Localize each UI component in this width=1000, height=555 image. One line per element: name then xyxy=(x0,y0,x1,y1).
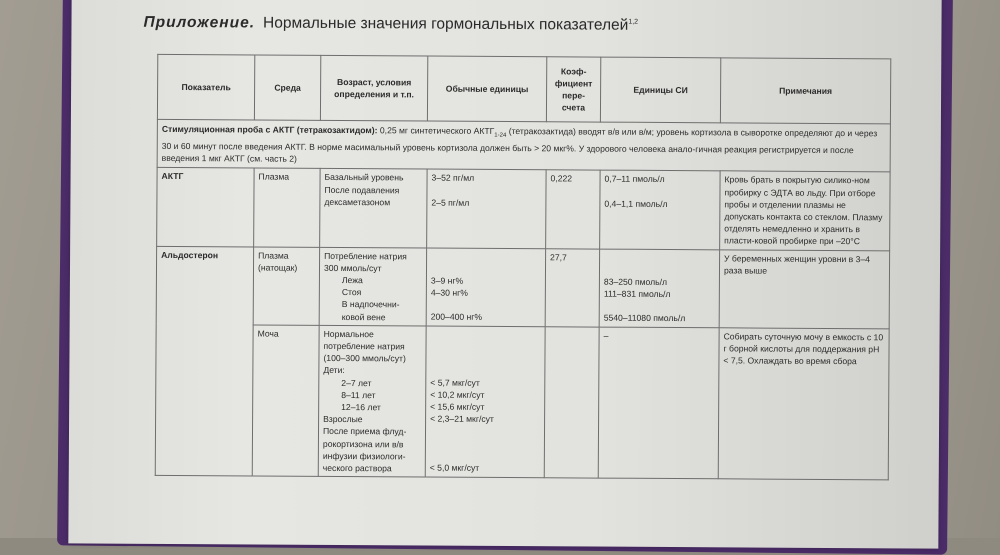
urine-after-fludro: После приема флуд-рокортизона или в/в инфузии физиологи-ческого раствора xyxy=(322,426,407,474)
urine-age-12-16: 12–16 лет xyxy=(341,401,381,413)
hormone-table xyxy=(155,54,892,481)
col-header-common-units: Обычные единицы xyxy=(427,56,546,122)
aldo-val-vein: 200–400 нг% xyxy=(430,311,483,322)
col-header-conditions: Возраст, условия определения и т.п. xyxy=(320,55,427,121)
urine-age-2-7: 2–7 лет xyxy=(341,377,372,388)
stim-test-bold: Стимуляционная проба с АКТГ (тетракозактидом): xyxy=(161,123,378,136)
cell-acth-factor: 0,222 xyxy=(546,170,600,249)
stim-test-sub: 1-24 xyxy=(494,132,507,139)
book-page xyxy=(68,0,941,549)
cell-acth-name: АКТГ xyxy=(157,168,254,247)
cell-aldo-medium: Плазма (натощак) xyxy=(253,247,319,326)
acth-cond-dexa: После подавления дексаметазоном xyxy=(324,184,400,208)
cell-acth-medium: Плазма xyxy=(254,168,320,247)
cell-acth-note: Кровь брать в покрытую силико-ном пробирку с ЭДТА во льду. При отборе пробы и отделении плазмы не допускать контакта со стеклом. Плазму отделять немедленно и хранить в пласти-ковой пробирке при –20°С xyxy=(720,171,890,250)
cell-acth-si xyxy=(600,170,720,249)
aldo-cond-sodium: Потребление натрия 300 ммоль/сут xyxy=(323,250,407,273)
aldo-si-lying: 83–250 пмоль/л xyxy=(603,276,668,287)
cell-urine-medium: Моча xyxy=(252,325,319,477)
table-row-aldosterone-plasma xyxy=(156,246,889,329)
title-text: Нормальные значения гормональных показателей xyxy=(263,14,629,34)
urine-val-8-11: < 10,2 мкг/сут xyxy=(430,389,485,400)
col-header-factor: Коэф-фициент пере-счета xyxy=(546,57,600,122)
urine-cond-sodium: Нормальное потребление натрия (100–300 ммоль/сут) xyxy=(323,328,406,364)
stim-test-rest: (тетракозактида) вводят в/в или в/м; уровень кортизола в сыворотке определяют до и через 30 и 60 минут после введения АКТГ. В норме масимальный уровень кортизола должен быть > 20 мкг%. У здорового человека анало-гичная реакция регистрируется и после введения 1 мкг АКТГ (см. часть 2) xyxy=(161,126,878,164)
urine-adults-label: Взрослые xyxy=(323,414,363,425)
aldo-cond-vein: В надпочечни-ковой вене xyxy=(341,299,400,322)
aldo-cond-standing: Стоя xyxy=(341,287,362,298)
aldo-val-lying: 3–9 нг% xyxy=(430,275,464,286)
urine-val-adults: < 2,3–21 мкг/сут xyxy=(430,413,494,425)
table-header-row xyxy=(157,54,890,123)
acth-val-basal: 3–52 пг/мл xyxy=(431,172,475,184)
acth-cond-basal: Базальный уровень xyxy=(324,172,404,183)
acth-val-dexa: 2–5 пг/мл xyxy=(431,197,470,208)
col-header-medium: Среда xyxy=(254,55,320,120)
cell-aldo-factor: 27,7 xyxy=(545,248,599,327)
acth-si-dexa: 0,4–1,1 пмоль/л xyxy=(604,198,668,209)
cell-urine-note: Собирать суточную мочу в емкость с 10 г борной кислоты для поддержания pH < 7,5. Охлаждать во время сбора xyxy=(718,328,889,480)
urine-val-2-7: < 5,7 мкг/сут xyxy=(430,377,480,388)
cell-acth-values xyxy=(427,169,546,248)
title-footnote: 1,2 xyxy=(628,18,639,26)
col-header-si-units: Единицы СИ xyxy=(600,57,720,123)
cell-urine-si: – xyxy=(598,327,719,479)
aldo-cond-lying: Лежа xyxy=(341,274,363,286)
cell-acth-conditions xyxy=(320,169,427,248)
acth-si-basal: 0,7–11 пмоль/л xyxy=(604,173,665,185)
urine-val-12-16: < 15,6 мкг/сут xyxy=(430,401,485,413)
title-prefix: Приложение. xyxy=(143,13,256,32)
aldo-si-standing: 111–831 пмоль/л xyxy=(603,288,671,299)
cell-aldo-si xyxy=(599,249,719,328)
urine-age-8-11: 8–11 лет xyxy=(341,389,376,400)
stim-test-text xyxy=(157,119,890,172)
urine-children-label: Дети: xyxy=(323,365,345,376)
stim-test-dose: 0,25 мг синтетического АКТГ xyxy=(379,125,495,136)
cell-aldo-name: Альдостерон xyxy=(155,246,253,476)
cell-aldo-values xyxy=(426,248,545,327)
col-header-indicator: Показатель xyxy=(157,54,254,120)
table-row-acth xyxy=(157,168,890,251)
stim-test-row xyxy=(157,119,890,172)
cell-aldo-conditions xyxy=(319,247,426,326)
aldo-si-vein: 5540–11080 пмоль/л xyxy=(603,312,686,324)
col-header-notes: Примечания xyxy=(720,58,890,124)
cell-aldo-note: У беременных женщин уровни в 3–4 раза выше xyxy=(719,249,889,328)
aldo-val-standing: 4–30 нг% xyxy=(430,287,468,298)
urine-val-after: < 5,0 мкг/сут xyxy=(429,462,480,473)
page-title xyxy=(143,14,923,37)
